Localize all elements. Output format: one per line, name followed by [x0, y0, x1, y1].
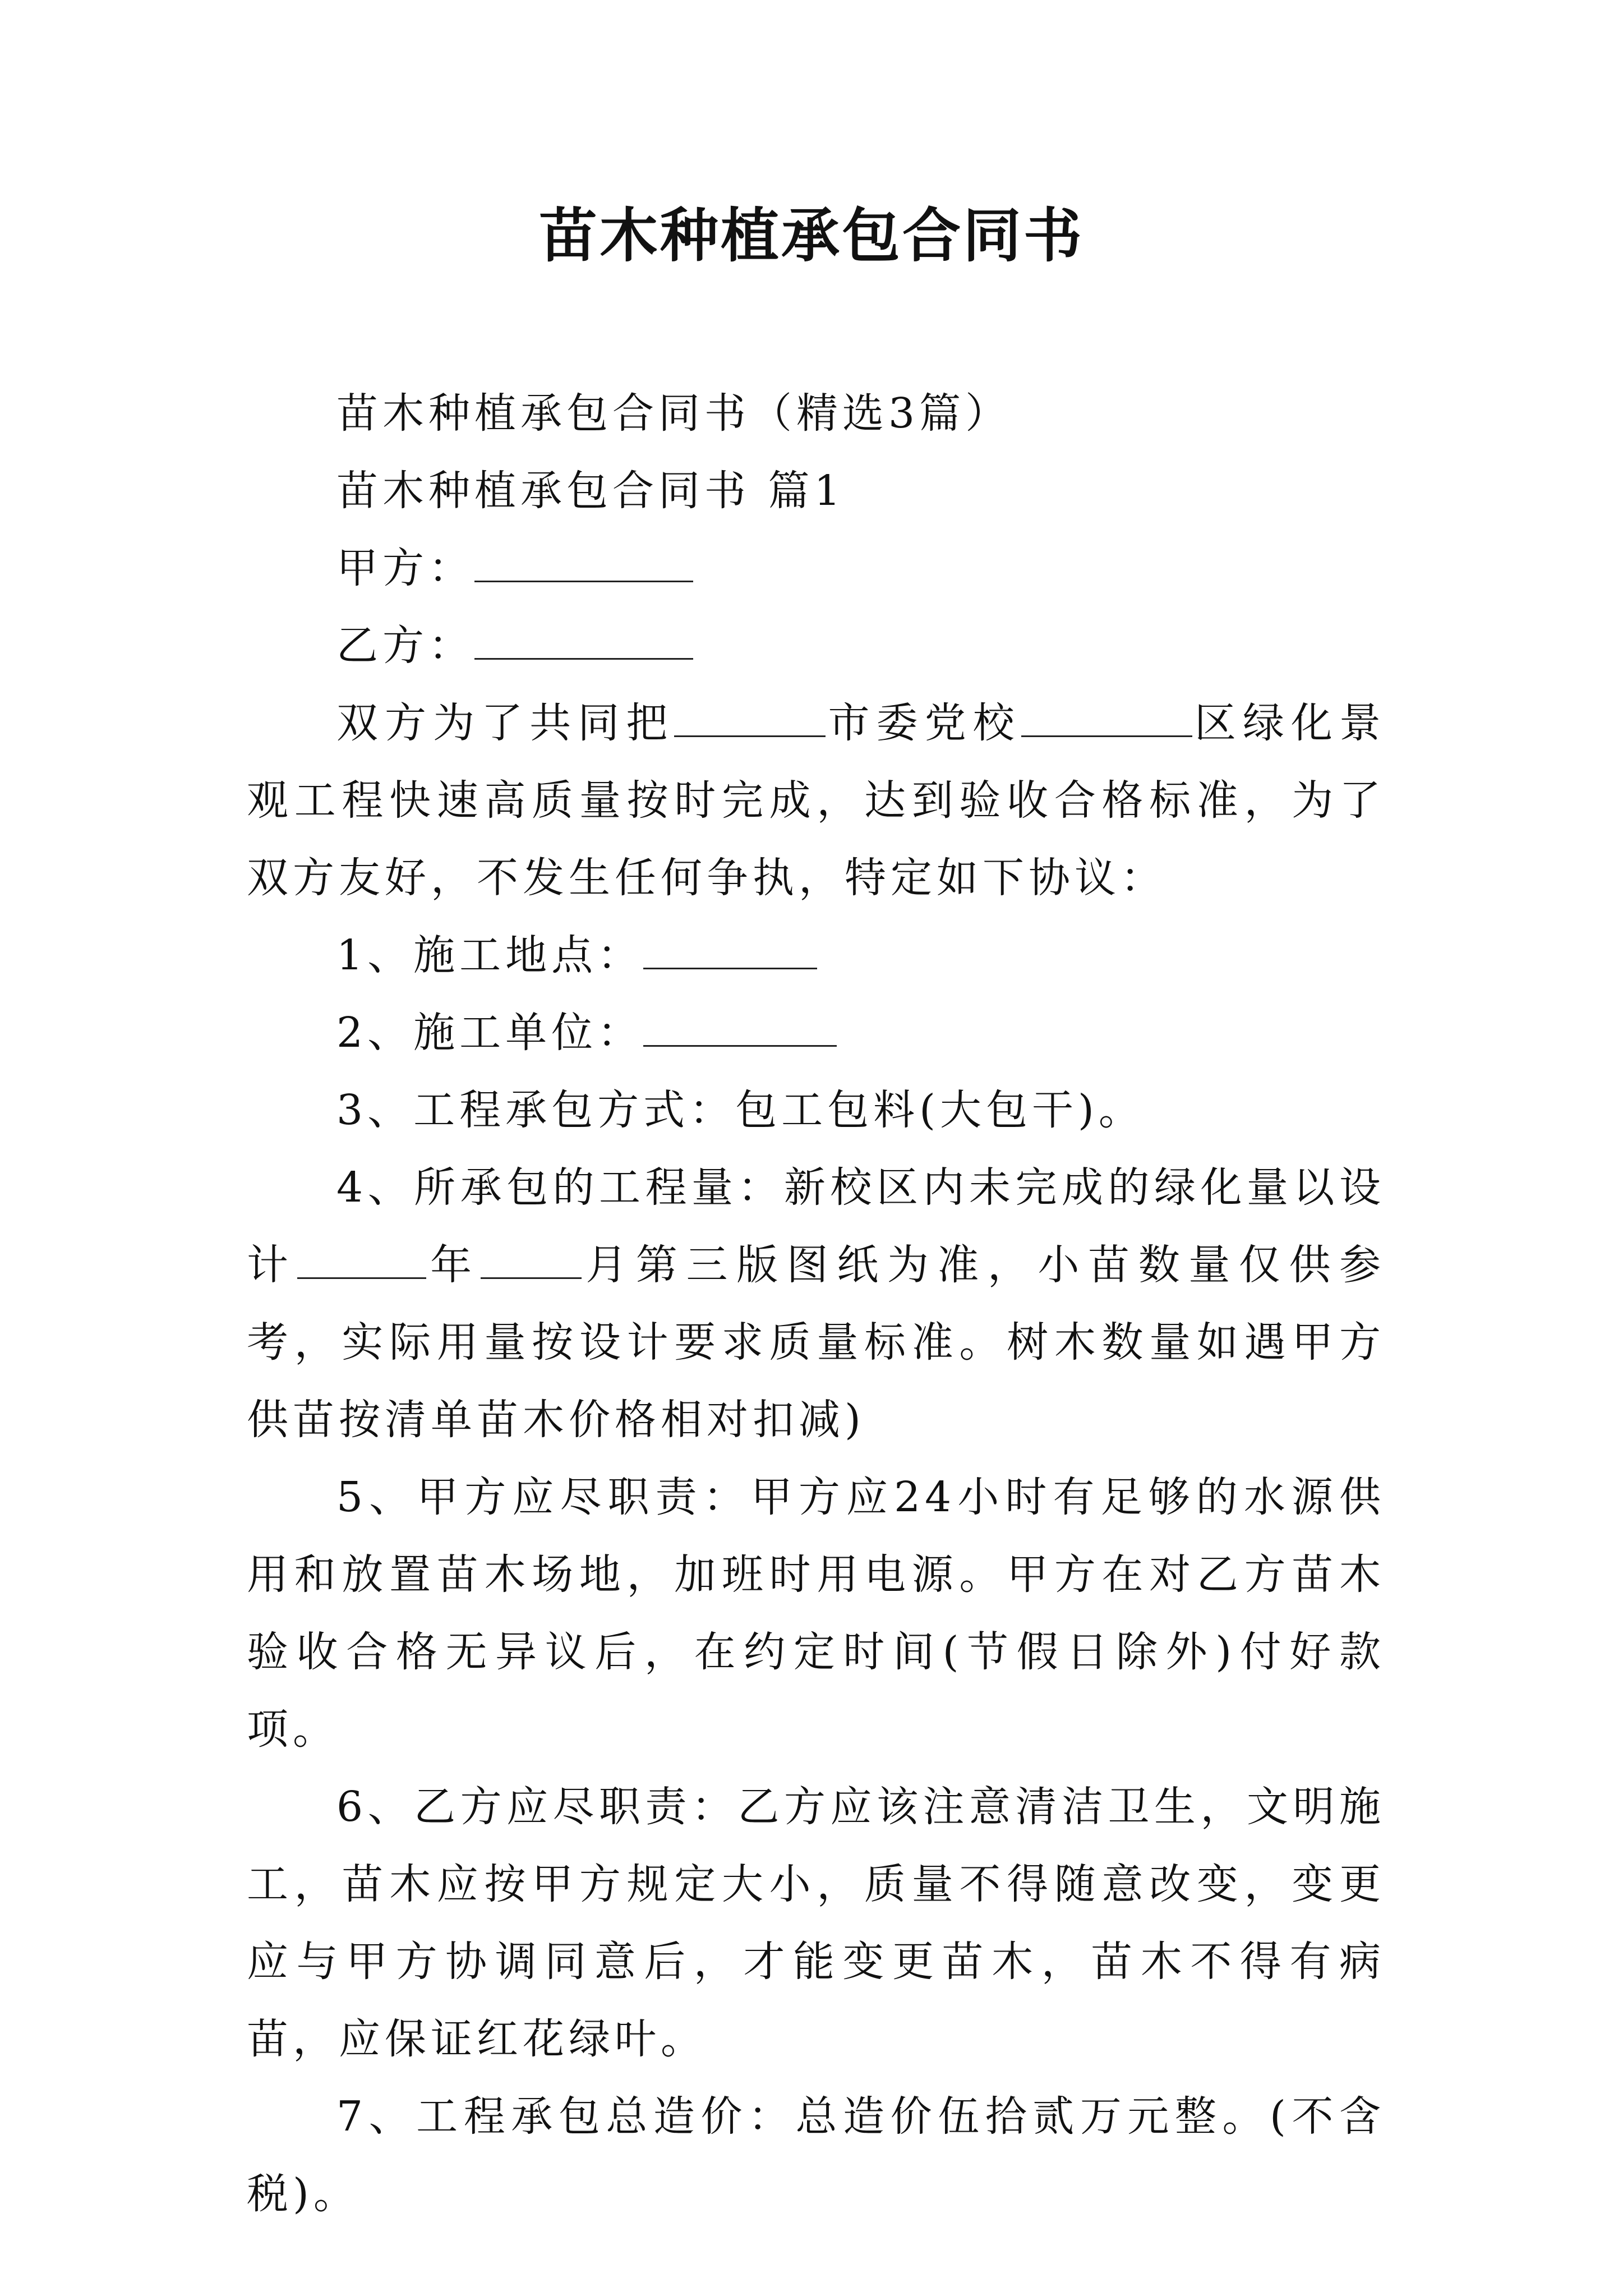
- intro-paragraph: [247, 684, 1385, 917]
- party-a-line: [247, 530, 1385, 607]
- clause-4-year-blank: [297, 1238, 426, 1279]
- clause-3: 3、工程承包方式：包工包料(大包干)。: [336, 1086, 1145, 1134]
- intro-text-1: 双方为了共同把: [336, 699, 675, 747]
- document-body: [247, 375, 1385, 2233]
- clause-4-text-2: 年: [426, 1241, 481, 1289]
- clause-7: 7、工程承包总造价：总造价伍拾贰万元整。(不含税)。: [247, 2092, 1385, 2218]
- clause-1-blank: [643, 928, 817, 969]
- section-heading: 苗木种植承包合同书 篇1: [336, 467, 845, 515]
- clause-4-month-blank: [481, 1238, 582, 1279]
- clause-4-text-1: 4、所承包的工程量：新校区内未完成的绿化量以设计: [247, 1163, 1385, 1289]
- document-subtitle: 苗木种植承包合同书（精选3篇）: [336, 389, 1012, 438]
- intro-text-3: 区绿化景观工程快速高质量按时完成，达到验收合格标准，为了双方友好，不发生任何争执，特定如下协议：: [247, 699, 1385, 902]
- party-a-label: 甲方：: [336, 544, 474, 592]
- clause-2-blank: [643, 1006, 837, 1047]
- intro-blank-2: [1021, 696, 1192, 737]
- clause-5: 5、甲方应尽职责：甲方应24小时有足够的水源供用和放置苗木场地，加班时用电源。甲方在对乙方苗木验收合格无异议后，在约定时间(节假日除外)付好款项。: [247, 1473, 1385, 1754]
- document-title: 苗木种植承包合同书: [538, 201, 1084, 270]
- clause-4-text-3: 月第三版图纸为准，小苗数量仅供参考，实际用量按设计要求质量标准。树木数量如遇甲方供苗按清单苗木价格相对扣减): [247, 1241, 1386, 1444]
- clause-4: [247, 1149, 1385, 1458]
- party-b-label: 乙方：: [336, 622, 474, 670]
- intro-text-2: 市委党校: [826, 699, 1021, 747]
- party-a-blank: [474, 541, 693, 582]
- clause-1-label: 1、施工地点：: [336, 931, 644, 979]
- intro-blank-1: [674, 696, 826, 737]
- clause-2: [247, 994, 1385, 1071]
- party-b-line: [247, 607, 1385, 684]
- party-b-blank: [474, 619, 693, 660]
- clause-2-label: 2、施工单位：: [336, 1009, 644, 1057]
- clause-1: [247, 917, 1385, 994]
- clause-6: 6、乙方应尽职责：乙方应该注意清洁卫生，文明施工，苗木应按甲方规定大小，质量不得随意改变，变更应与甲方协调同意后，才能变更苗木，苗木不得有病苗，应保证红花绿叶。: [247, 1783, 1385, 2063]
